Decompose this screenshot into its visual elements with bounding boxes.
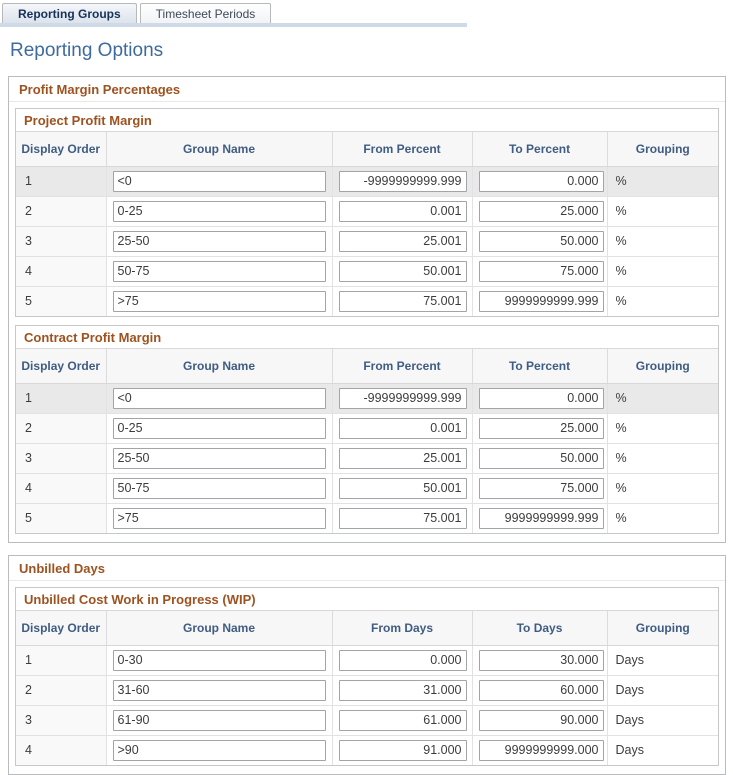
from-value-input[interactable]: [339, 291, 467, 312]
table-group-box: [15, 325, 719, 534]
grouping-unit-label: %: [607, 413, 718, 443]
column-header: Display Order: [16, 349, 106, 383]
to-value-input[interactable]: [479, 448, 604, 469]
display-order-cell: 2: [16, 413, 106, 443]
column-header: Grouping: [607, 349, 718, 383]
display-order-cell: 3: [16, 226, 106, 256]
group-name-cell: [106, 226, 332, 256]
column-header: From Days: [332, 611, 472, 645]
column-header: Group Name: [106, 611, 332, 645]
to-value-input[interactable]: [479, 650, 604, 671]
table-title: Unbilled Cost Work in Progress (WIP): [16, 588, 718, 611]
to-value-input[interactable]: [479, 388, 604, 409]
grouping-unit-label: Days: [607, 675, 718, 705]
from-value-cell: [332, 413, 472, 443]
table-row: [16, 645, 718, 675]
group-name-cell: [106, 413, 332, 443]
table-row: [16, 383, 718, 413]
to-value-cell: [472, 226, 607, 256]
group-name-input[interactable]: [113, 650, 326, 671]
group-name-input[interactable]: [113, 261, 326, 282]
from-value-input[interactable]: [339, 231, 467, 252]
group-name-cell: [106, 166, 332, 196]
from-value-cell: [332, 256, 472, 286]
data-grid: [16, 349, 718, 533]
table-row: [16, 473, 718, 503]
column-header: Grouping: [607, 611, 718, 645]
to-value-cell: [472, 256, 607, 286]
from-value-cell: [332, 735, 472, 765]
display-order-cell: 4: [16, 735, 106, 765]
column-header: To Days: [472, 611, 607, 645]
display-order-cell: 3: [16, 705, 106, 735]
from-value-input[interactable]: [339, 508, 467, 529]
from-value-cell: [332, 473, 472, 503]
from-value-input[interactable]: [339, 418, 467, 439]
data-grid: [16, 611, 718, 765]
to-value-cell: [472, 473, 607, 503]
group-name-cell: [106, 675, 332, 705]
to-value-cell: [472, 443, 607, 473]
group-name-cell: [106, 645, 332, 675]
from-value-input[interactable]: [339, 388, 467, 409]
grouping-unit-label: %: [607, 473, 718, 503]
from-value-input[interactable]: [339, 261, 467, 282]
group-name-cell: [106, 196, 332, 226]
display-order-cell: 4: [16, 256, 106, 286]
group-name-input[interactable]: [113, 418, 326, 439]
group-name-input[interactable]: [113, 231, 326, 252]
table-row: [16, 166, 718, 196]
table-row: [16, 503, 718, 533]
from-value-cell: [332, 443, 472, 473]
to-value-input[interactable]: [479, 508, 604, 529]
group-name-input[interactable]: [113, 508, 326, 529]
to-value-input[interactable]: [479, 201, 604, 222]
grouping-unit-label: %: [607, 503, 718, 533]
to-value-cell: [472, 675, 607, 705]
table-row: [16, 735, 718, 765]
column-header: Group Name: [106, 132, 332, 166]
display-order-cell: 3: [16, 443, 106, 473]
from-value-cell: [332, 383, 472, 413]
table-row: [16, 443, 718, 473]
to-value-cell: [472, 196, 607, 226]
to-value-input[interactable]: [479, 171, 604, 192]
to-value-cell: [472, 413, 607, 443]
group-name-input[interactable]: [113, 291, 326, 312]
column-header: To Percent: [472, 132, 607, 166]
section-title: Profit Margin Percentages: [9, 77, 725, 102]
from-value-input[interactable]: [339, 710, 467, 731]
to-value-cell: [472, 645, 607, 675]
to-value-input[interactable]: [479, 680, 604, 701]
from-value-cell: [332, 675, 472, 705]
from-value-input[interactable]: [339, 448, 467, 469]
to-value-input[interactable]: [479, 231, 604, 252]
page-title: Reporting Options: [10, 40, 164, 61]
tab-underline: [0, 23, 467, 27]
from-value-input[interactable]: [339, 740, 467, 761]
to-value-cell: [472, 286, 607, 316]
table-title: Contract Profit Margin: [16, 326, 718, 349]
section-box: [8, 76, 726, 543]
from-value-cell: [332, 166, 472, 196]
table-row: [16, 413, 718, 443]
group-name-input[interactable]: [113, 710, 326, 731]
to-value-input[interactable]: [479, 418, 604, 439]
grouping-unit-label: %: [607, 443, 718, 473]
section-box: [8, 555, 726, 775]
table-row: [16, 286, 718, 316]
column-header: Display Order: [16, 132, 106, 166]
display-order-cell: 2: [16, 675, 106, 705]
from-value-cell: [332, 226, 472, 256]
display-order-cell: 1: [16, 645, 106, 675]
table-row: [16, 675, 718, 705]
table-group-box: [15, 587, 719, 766]
table-row: [16, 256, 718, 286]
group-name-cell: [106, 383, 332, 413]
to-value-input[interactable]: [479, 710, 604, 731]
display-order-cell: 5: [16, 286, 106, 316]
grouping-unit-label: %: [607, 383, 718, 413]
from-value-cell: [332, 503, 472, 533]
grouping-unit-label: Days: [607, 705, 718, 735]
from-value-cell: [332, 196, 472, 226]
column-header: Display Order: [16, 611, 106, 645]
table-title: Project Profit Margin: [16, 109, 718, 132]
data-grid: [16, 132, 718, 316]
group-name-input[interactable]: [113, 171, 326, 192]
tab-reporting-groups[interactable]: Reporting Groups: [2, 3, 137, 23]
table-group-box: [15, 108, 719, 317]
display-order-cell: 5: [16, 503, 106, 533]
from-value-input[interactable]: [339, 650, 467, 671]
tab-bar: [0, 0, 733, 26]
group-name-cell: [106, 705, 332, 735]
to-value-cell: [472, 383, 607, 413]
table-row: [16, 196, 718, 226]
column-header: From Percent: [332, 132, 472, 166]
column-header: To Percent: [472, 349, 607, 383]
group-name-cell: [106, 286, 332, 316]
group-name-input[interactable]: [113, 388, 326, 409]
group-name-cell: [106, 473, 332, 503]
grouping-unit-label: %: [607, 286, 718, 316]
to-value-cell: [472, 705, 607, 735]
grouping-unit-label: %: [607, 196, 718, 226]
from-value-cell: [332, 645, 472, 675]
section-title: Unbilled Days: [9, 556, 725, 581]
group-name-cell: [106, 735, 332, 765]
tab-timesheet-periods[interactable]: Timesheet Periods: [140, 3, 272, 23]
group-name-cell: [106, 256, 332, 286]
sections-container: [0, 76, 733, 775]
to-value-cell: [472, 166, 607, 196]
display-order-cell: 2: [16, 196, 106, 226]
from-value-cell: [332, 705, 472, 735]
grouping-unit-label: Days: [607, 645, 718, 675]
from-value-cell: [332, 286, 472, 316]
from-value-input[interactable]: [339, 680, 467, 701]
column-header: Grouping: [607, 132, 718, 166]
group-name-input[interactable]: [113, 478, 326, 499]
column-header: From Percent: [332, 349, 472, 383]
table-row: [16, 226, 718, 256]
to-value-cell: [472, 503, 607, 533]
to-value-input[interactable]: [479, 291, 604, 312]
group-name-input[interactable]: [113, 740, 326, 761]
grouping-unit-label: %: [607, 256, 718, 286]
grouping-unit-label: Days: [607, 735, 718, 765]
from-value-input[interactable]: [339, 478, 467, 499]
display-order-cell: 1: [16, 383, 106, 413]
to-value-input[interactable]: [479, 261, 604, 282]
grouping-unit-label: %: [607, 226, 718, 256]
grouping-unit-label: %: [607, 166, 718, 196]
group-name-input[interactable]: [113, 448, 326, 469]
from-value-input[interactable]: [339, 201, 467, 222]
to-value-input[interactable]: [479, 478, 604, 499]
from-value-input[interactable]: [339, 171, 467, 192]
to-value-input[interactable]: [479, 740, 604, 761]
column-header: Group Name: [106, 349, 332, 383]
group-name-cell: [106, 503, 332, 533]
group-name-cell: [106, 443, 332, 473]
group-name-input[interactable]: [113, 201, 326, 222]
display-order-cell: 1: [16, 166, 106, 196]
to-value-cell: [472, 735, 607, 765]
group-name-input[interactable]: [113, 680, 326, 701]
table-row: [16, 705, 718, 735]
display-order-cell: 4: [16, 473, 106, 503]
